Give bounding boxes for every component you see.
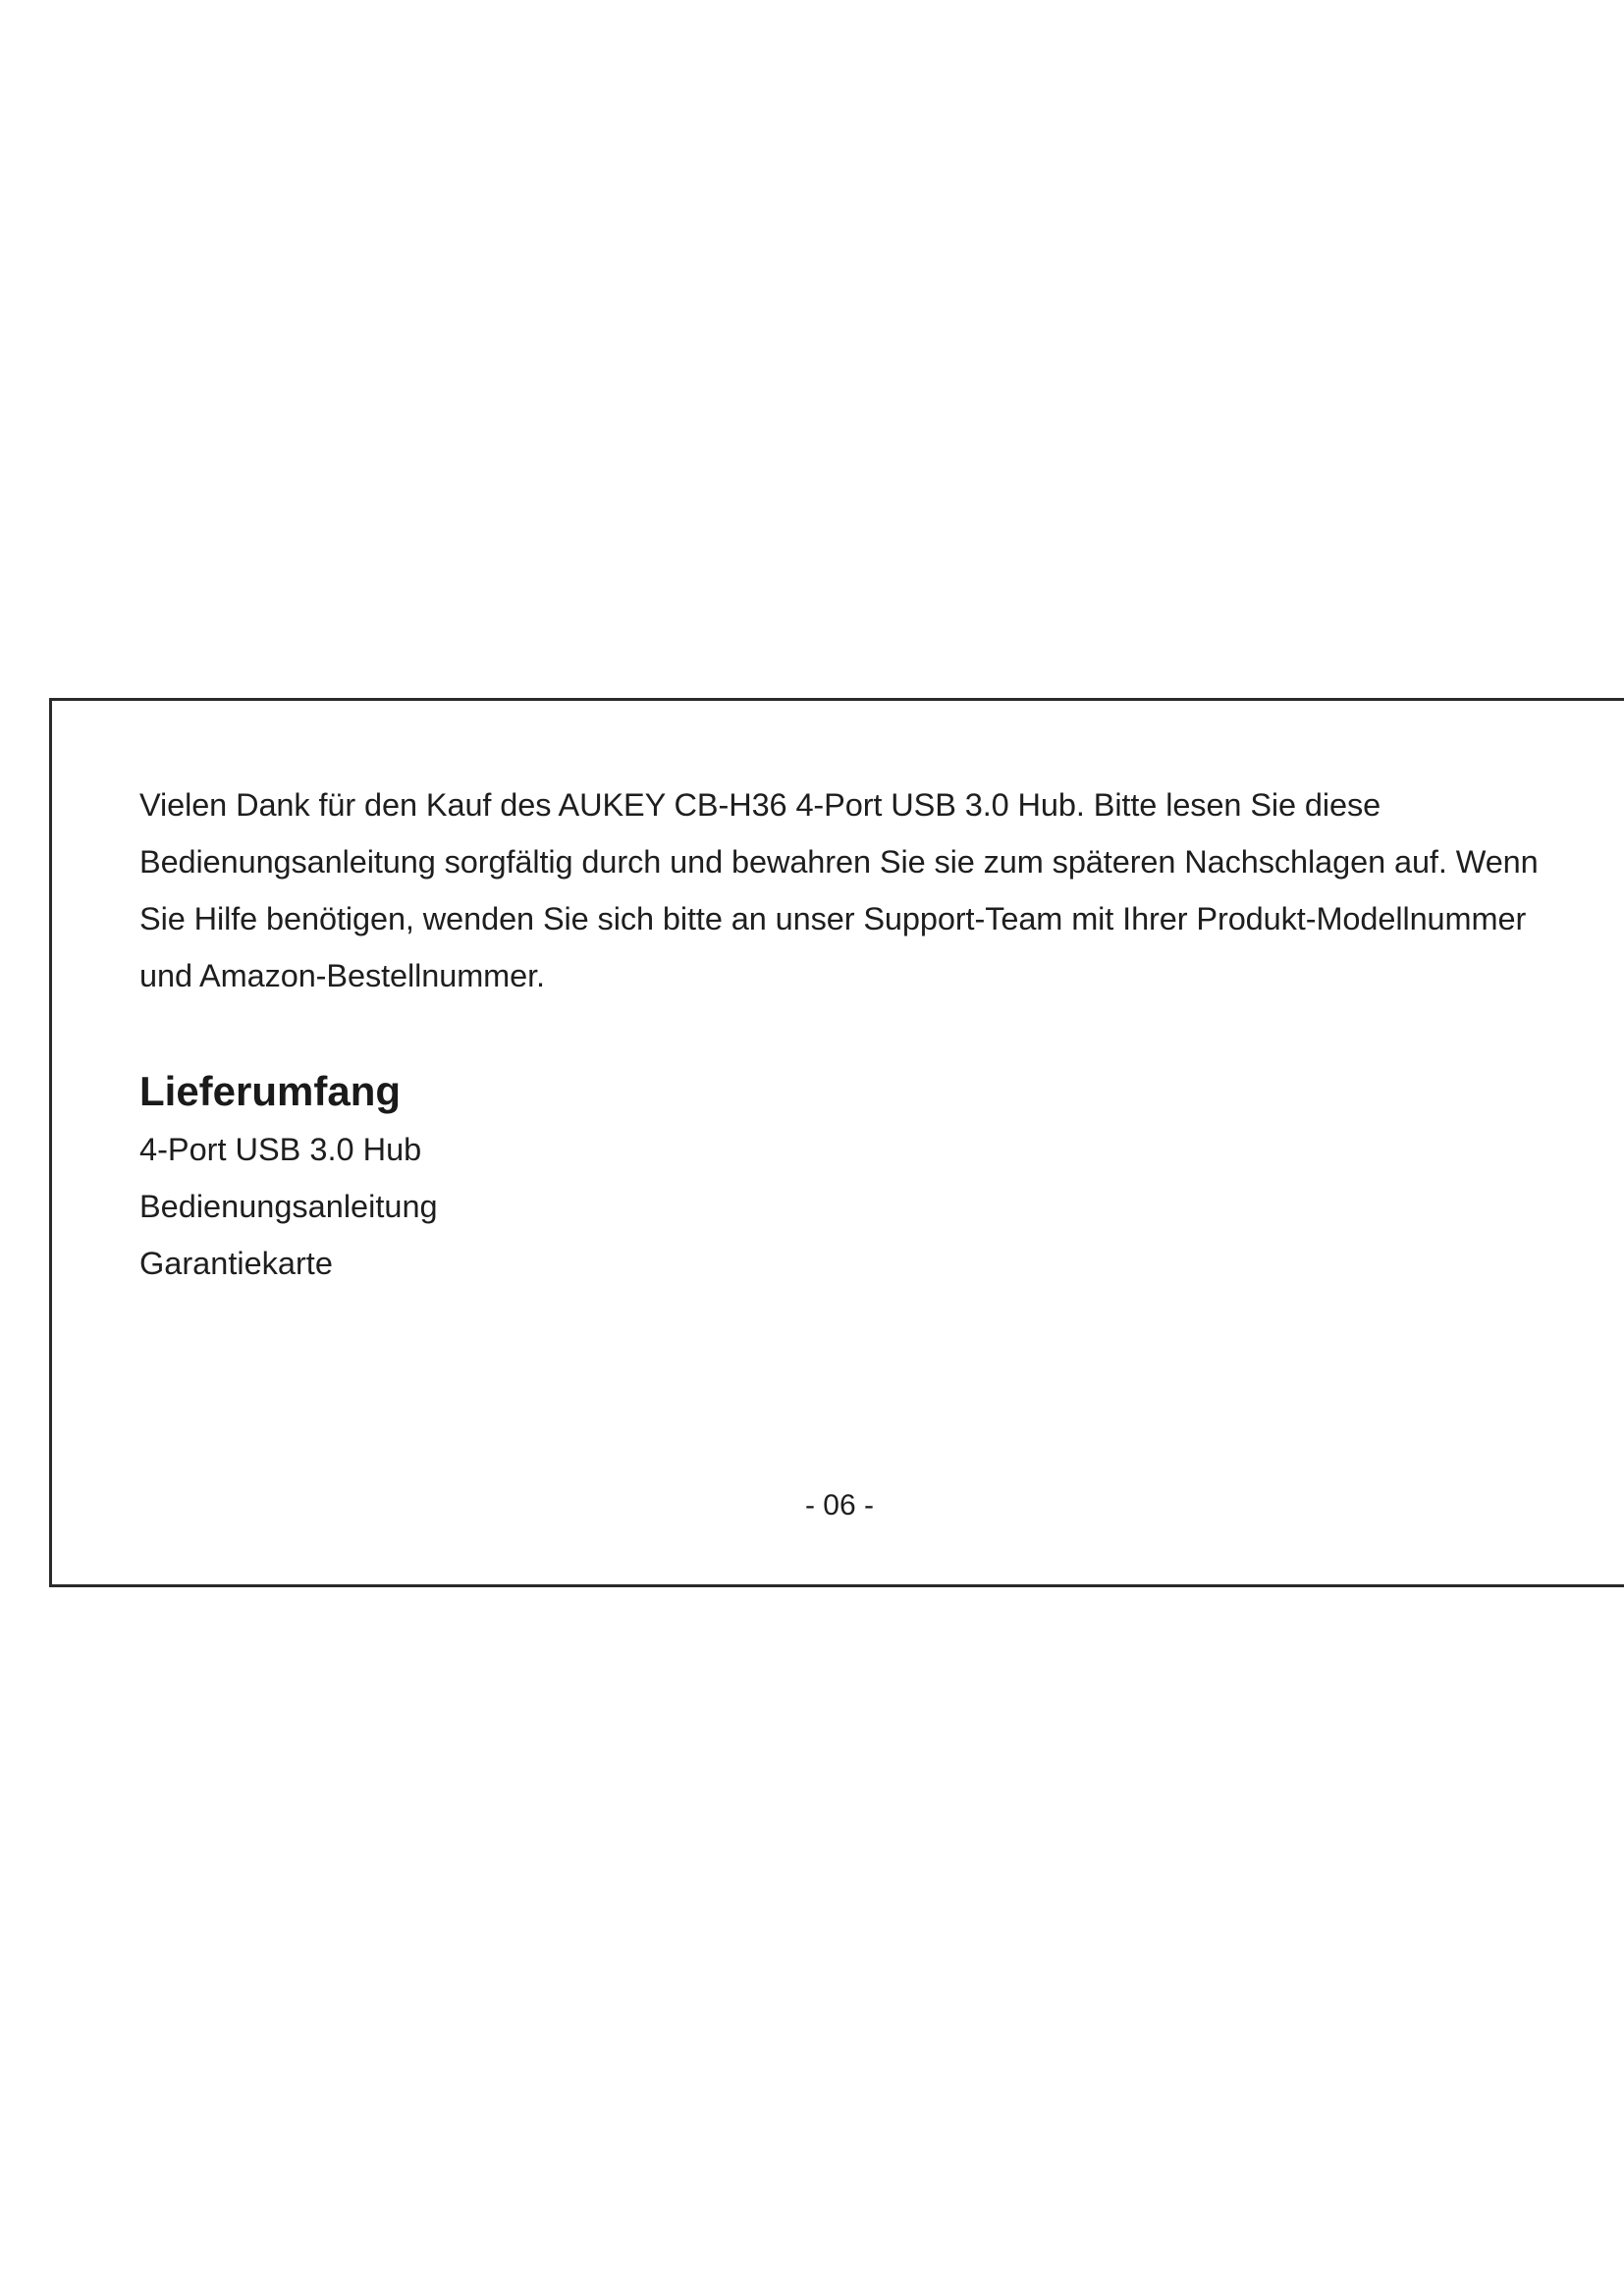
- package-contents-list: [139, 1121, 438, 1292]
- page-number: - 06 -: [804, 1489, 875, 1522]
- section-title-package-contents: Lieferumfang: [139, 1068, 402, 1114]
- list-item: Garantiekarte: [139, 1246, 333, 1281]
- intro-paragraph: Vielen Dank für den Kauf des AUKEY CB-H36 4-Port USB 3.0 Hub. Bitte lesen Sie diese Bedienungsanleitung sorgfältig durch und bewahren Sie sie zum späteren Nachschlagen auf. Wenn Sie Hilfe benötigen, wenden Sie sich bitte an unser Support-Team mit Ihrer Produkt-Modellnummer und Amazon-Bestellnummer.: [139, 787, 1539, 993]
- list-item: Bedienungsanleitung: [139, 1189, 438, 1224]
- list-item: 4-Port USB 3.0 Hub: [139, 1132, 422, 1167]
- manual-page-panel: [49, 698, 1624, 1587]
